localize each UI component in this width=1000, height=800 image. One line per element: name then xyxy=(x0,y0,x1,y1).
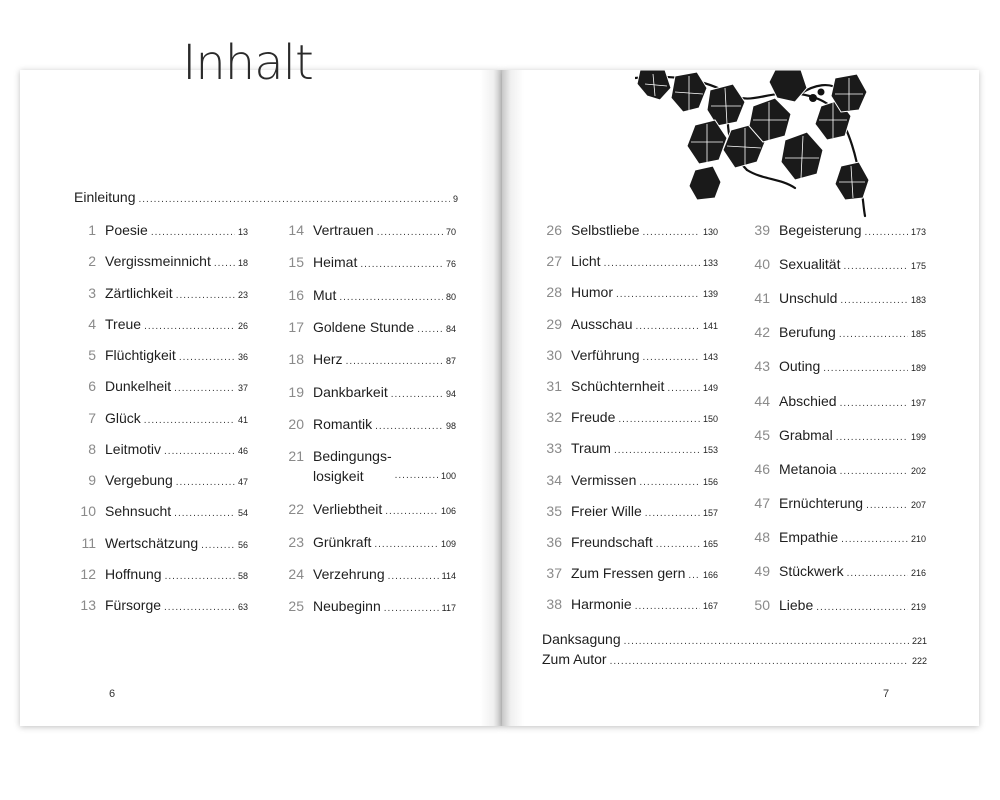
entry-label-line2: losigkeit xyxy=(313,468,364,485)
entry-page: 94 xyxy=(445,388,456,399)
leader-dots xyxy=(214,255,235,273)
entry-page: 173 xyxy=(910,227,926,237)
entry-page: 199 xyxy=(910,431,926,442)
leader-dots xyxy=(816,599,908,617)
toc-entry xyxy=(76,596,248,617)
chapter-number: 4 xyxy=(88,315,96,332)
entry-label: Mut xyxy=(313,286,337,303)
entry-label: Freier Wille xyxy=(571,502,642,519)
chapter-number: 2 xyxy=(88,253,96,270)
entry-page: 54 xyxy=(237,508,248,519)
chapter-number: 24 xyxy=(288,566,304,582)
toc-entry xyxy=(76,502,248,523)
entry-page: 13 xyxy=(237,227,248,237)
page-title: Inhalt xyxy=(182,35,313,91)
chapter-number: 23 xyxy=(288,533,304,550)
chapter-number: 7 xyxy=(88,409,96,426)
entry-label: Verführung xyxy=(571,346,640,363)
entry-page: 100 xyxy=(440,471,456,482)
entry-label: Goldene Stunde xyxy=(313,318,415,335)
entry-label: Wertschätzung xyxy=(105,534,199,551)
page-number-left: 6 xyxy=(109,688,116,700)
entry-label: Zärtlichkeit xyxy=(105,284,173,301)
leader-dots xyxy=(164,599,235,617)
toc-entry xyxy=(750,255,926,276)
chapter-number: 39 xyxy=(754,222,770,238)
toc-entry xyxy=(750,357,926,378)
chapter-number: 34 xyxy=(546,471,562,488)
chapter-number: 37 xyxy=(546,565,562,582)
leader-dots xyxy=(139,191,450,209)
entry-label: Einleitung xyxy=(74,189,136,205)
entry-page: 98 xyxy=(445,420,456,431)
chapter-number: 28 xyxy=(546,284,562,301)
entry-label: Vergissmeinnicht xyxy=(105,253,211,270)
leader-dots xyxy=(823,360,908,378)
entry-page: 114 xyxy=(441,571,456,581)
leader-dots xyxy=(843,258,907,276)
toc-entry xyxy=(542,439,718,460)
entry-page: 63 xyxy=(237,602,248,612)
entry-page: 23 xyxy=(237,289,248,300)
toc-entry xyxy=(750,323,926,344)
chapter-number: 35 xyxy=(546,502,562,519)
entry-page: 157 xyxy=(702,507,718,518)
chapter-number: 22 xyxy=(288,501,304,518)
toc-entry xyxy=(542,252,718,273)
leader-dots xyxy=(144,318,235,336)
leader-dots xyxy=(624,633,909,651)
entry-page: 47 xyxy=(237,477,248,487)
toc-entry xyxy=(284,500,456,521)
leader-dots xyxy=(865,224,908,242)
chapter-number: 19 xyxy=(288,383,304,400)
chapter-number: 33 xyxy=(546,440,562,457)
entry-label: Zum Fressen gern xyxy=(571,565,686,582)
leader-dots xyxy=(866,497,908,515)
toc-entry xyxy=(76,534,248,555)
leader-dots xyxy=(643,349,700,367)
leader-dots xyxy=(639,474,700,492)
toc-entry xyxy=(750,392,926,413)
chapter-number: 15 xyxy=(288,254,304,271)
entry-page: 87 xyxy=(445,356,456,367)
leader-dots xyxy=(839,326,908,344)
entry-page: 175 xyxy=(910,261,926,272)
entry-page: 117 xyxy=(441,603,456,614)
toc-entry xyxy=(542,283,718,304)
entry-label: Neubeginn xyxy=(313,598,381,615)
chapter-number: 46 xyxy=(754,460,770,477)
leader-dots xyxy=(417,321,443,339)
leader-dots xyxy=(346,353,443,371)
leader-dots xyxy=(375,418,443,436)
leader-dots xyxy=(667,380,700,398)
entry-page: 70 xyxy=(445,227,456,237)
toc-entry xyxy=(76,315,248,336)
entry-label: Fürsorge xyxy=(105,597,162,613)
entry-label: Humor xyxy=(571,284,614,301)
leader-dots xyxy=(339,289,443,307)
toc-entry xyxy=(284,597,456,618)
toc-entry xyxy=(542,595,718,616)
entry-page: 84 xyxy=(445,323,456,334)
leader-dots xyxy=(840,395,908,413)
chapter-number: 5 xyxy=(88,347,96,363)
toc-entry xyxy=(76,565,248,586)
chapter-number: 44 xyxy=(754,392,770,409)
chapter-number: 27 xyxy=(546,253,562,270)
chapter-number: 49 xyxy=(754,563,770,579)
toc-entry-danksagung xyxy=(542,630,927,651)
entry-label: Empathie xyxy=(779,528,839,545)
toc-entry xyxy=(284,447,456,485)
leader-dots xyxy=(635,598,700,616)
entry-label: Flüchtigkeit xyxy=(105,347,176,363)
entry-label: Vertrauen xyxy=(313,222,374,238)
entry-page: 197 xyxy=(910,397,926,408)
entry-page: 150 xyxy=(702,414,718,425)
entry-page: 166 xyxy=(702,570,718,581)
entry-label: Grünkraft xyxy=(313,533,372,550)
page-number-right: 7 xyxy=(883,688,890,700)
chapter-number: 9 xyxy=(88,472,96,488)
entry-page: 141 xyxy=(702,320,718,331)
entry-label: Unschuld xyxy=(779,290,838,307)
entry-page: 165 xyxy=(702,539,718,549)
entry-label: Verliebtheit xyxy=(313,501,383,518)
chapter-number: 42 xyxy=(754,324,770,341)
toc-entry xyxy=(542,564,718,585)
entry-page: 36 xyxy=(237,352,248,362)
entry-label: Sexualität xyxy=(779,256,841,273)
entry-label: Ausschau xyxy=(571,315,633,332)
entry-page: 219 xyxy=(910,602,926,613)
chapter-number: 29 xyxy=(546,315,562,332)
leader-dots xyxy=(840,292,908,310)
leader-dots xyxy=(656,536,700,554)
toc-entry xyxy=(750,221,926,242)
chapter-number: 38 xyxy=(546,596,562,613)
toc-entry xyxy=(76,409,248,430)
chapter-number: 8 xyxy=(88,440,96,457)
entry-page: 26 xyxy=(237,320,248,331)
entry-label: Stückwerk xyxy=(779,563,844,579)
entry-page: 18 xyxy=(237,258,248,269)
entry-label: Hoffnung xyxy=(105,565,162,582)
entry-page: 37 xyxy=(237,383,248,394)
chapter-number: 16 xyxy=(288,286,304,303)
chapter-number: 6 xyxy=(88,378,96,395)
entry-page: 153 xyxy=(702,445,718,456)
entry-page: 58 xyxy=(237,570,248,581)
toc-entry xyxy=(76,284,248,305)
leader-dots xyxy=(388,568,439,586)
toc-entry xyxy=(750,426,926,447)
entry-label: Begeisterung xyxy=(779,222,862,238)
entry-label: Sehnsucht xyxy=(105,503,172,520)
chapter-number: 45 xyxy=(754,426,770,443)
entry-page: 41 xyxy=(237,414,248,425)
leader-dots xyxy=(377,224,443,242)
entry-label: Schüchternheit xyxy=(571,378,665,394)
toc-entry xyxy=(76,221,248,242)
leader-dots xyxy=(201,537,235,555)
entry-label: Selbstliebe xyxy=(571,222,640,238)
entry-page: 80 xyxy=(445,291,456,302)
leader-dots xyxy=(395,467,438,485)
entry-page: 46 xyxy=(237,445,248,456)
toc-entry-zum-autor xyxy=(542,650,927,671)
chapter-number: 31 xyxy=(546,378,562,394)
toc-entry xyxy=(284,565,456,586)
toc-entry xyxy=(542,533,718,554)
chapter-number: 36 xyxy=(546,534,562,550)
toc-entry xyxy=(542,502,718,523)
toc-entry xyxy=(750,460,926,481)
toc-entry xyxy=(284,350,456,371)
leader-dots xyxy=(645,505,700,523)
chapter-number: 14 xyxy=(288,222,304,238)
entry-page: 210 xyxy=(910,533,926,544)
leader-dots xyxy=(391,386,443,404)
leader-dots xyxy=(176,287,235,305)
ivy-illustration xyxy=(635,70,875,220)
chapter-number: 13 xyxy=(80,597,96,613)
entry-label: Harmonie xyxy=(571,596,632,613)
toc-entry xyxy=(76,471,248,492)
chapter-number: 21 xyxy=(288,448,304,465)
leader-dots xyxy=(643,224,700,242)
toc-entry xyxy=(542,346,718,367)
leader-dots xyxy=(174,505,235,523)
leader-dots xyxy=(614,442,700,460)
entry-page: 106 xyxy=(440,506,456,517)
entry-label: Abschied xyxy=(779,392,837,409)
entry-label: Dankbarkeit xyxy=(313,383,388,400)
leader-dots xyxy=(164,443,235,461)
leader-dots xyxy=(635,318,699,336)
toc-entry xyxy=(76,377,248,398)
entry-label: Poesie xyxy=(105,222,148,238)
entry-page: 221 xyxy=(911,636,927,646)
leader-dots xyxy=(179,349,235,367)
leader-dots xyxy=(610,653,909,671)
leader-dots xyxy=(847,565,908,583)
entry-page: 130 xyxy=(702,227,718,237)
leader-dots xyxy=(616,286,700,304)
entry-label: Vergebung xyxy=(105,472,173,488)
toc-entry xyxy=(542,221,718,242)
chapter-number: 40 xyxy=(754,256,770,273)
entry-page: 207 xyxy=(910,499,926,510)
chapter-number: 10 xyxy=(80,503,96,520)
leader-dots xyxy=(840,463,908,481)
leader-dots xyxy=(604,255,700,273)
leader-dots xyxy=(688,567,700,585)
leader-dots xyxy=(174,380,235,398)
leader-dots xyxy=(151,224,235,242)
entry-label: Verzehrung xyxy=(313,566,385,582)
entry-page: 143 xyxy=(702,351,718,362)
toc-entry xyxy=(542,377,718,398)
entry-label: Leitmotiv xyxy=(105,440,162,457)
entry-page: 216 xyxy=(910,568,926,578)
entry-page: 156 xyxy=(702,476,718,487)
leader-dots xyxy=(841,531,908,549)
entry-page: 167 xyxy=(702,601,718,612)
entry-label: Freude xyxy=(571,409,616,426)
toc-entry xyxy=(76,440,248,461)
leader-dots xyxy=(836,429,908,447)
chapter-number: 43 xyxy=(754,358,770,375)
entry-page: 56 xyxy=(237,539,248,550)
entry-label: Romantik xyxy=(313,415,373,432)
entry-page: 202 xyxy=(910,465,926,476)
chapter-number: 26 xyxy=(546,222,562,238)
entry-page: 139 xyxy=(702,289,718,300)
chapter-number: 1 xyxy=(88,222,96,238)
entry-page: 189 xyxy=(910,363,926,374)
chapter-number: 11 xyxy=(81,534,96,551)
chapter-number: 41 xyxy=(754,290,770,307)
toc-entry xyxy=(750,562,926,583)
leader-dots xyxy=(385,503,438,521)
toc-entry xyxy=(750,596,926,617)
entry-page: 149 xyxy=(702,383,718,393)
entry-label: Bedingungs- xyxy=(313,448,392,465)
entry-label: Grabmal xyxy=(779,426,833,443)
leader-dots xyxy=(384,600,439,618)
toc-entry xyxy=(76,252,248,273)
toc-entry xyxy=(76,346,248,367)
toc-entry xyxy=(542,408,718,429)
chapter-number: 18 xyxy=(288,351,304,368)
leader-dots xyxy=(144,412,235,430)
entry-label: Dunkelheit xyxy=(105,378,172,395)
toc-entry xyxy=(284,415,456,436)
entry-label: Glück xyxy=(105,409,141,426)
chapter-number: 32 xyxy=(546,409,562,426)
entry-page: 183 xyxy=(910,295,926,306)
chapter-number: 3 xyxy=(88,284,96,301)
entry-label: Vermissen xyxy=(571,471,637,488)
toc-entry xyxy=(284,221,456,242)
chapter-number: 17 xyxy=(288,318,304,335)
toc-entry xyxy=(284,533,456,554)
chapter-number: 12 xyxy=(80,565,96,582)
chapter-number: 20 xyxy=(288,415,304,432)
leader-dots xyxy=(618,411,700,429)
toc-entry xyxy=(750,494,926,515)
entry-label: Metanoia xyxy=(779,460,837,477)
entry-label: Danksagung xyxy=(542,631,621,647)
entry-page: 76 xyxy=(445,259,456,270)
leader-dots xyxy=(176,474,235,492)
entry-label: Liebe xyxy=(779,597,814,614)
toc-entry xyxy=(750,528,926,549)
entry-label: Zum Autor xyxy=(542,651,607,667)
toc-entry xyxy=(284,318,456,339)
entry-label: Herz xyxy=(313,351,343,368)
entry-label: Ernüchterung xyxy=(779,494,864,511)
toc-entry xyxy=(284,253,456,274)
entry-page: 185 xyxy=(910,329,926,340)
toc-entry xyxy=(542,315,718,336)
chapter-number: 48 xyxy=(754,528,770,545)
entry-label: Berufung xyxy=(779,324,836,341)
chapter-number: 47 xyxy=(754,494,770,511)
entry-label: Treue xyxy=(105,315,142,332)
entry-label: Traum xyxy=(571,440,611,457)
entry-label: Licht xyxy=(571,253,601,270)
leader-dots xyxy=(360,256,443,274)
entry-page: 222 xyxy=(911,656,927,666)
entry-label: Outing xyxy=(779,358,821,375)
toc-entry-intro xyxy=(74,188,458,209)
entry-label: Freundschaft xyxy=(571,534,653,550)
entry-page: 133 xyxy=(702,258,718,269)
chapter-number: 30 xyxy=(546,346,562,363)
toc-entry xyxy=(284,286,456,307)
entry-label: Heimat xyxy=(313,254,358,271)
entry-page: 109 xyxy=(440,538,456,549)
toc-entry xyxy=(284,383,456,404)
entry-page: 9 xyxy=(452,194,458,204)
toc-entry xyxy=(542,471,718,492)
leader-dots xyxy=(374,536,438,554)
chapter-number: 25 xyxy=(288,598,304,615)
toc-entry xyxy=(750,289,926,310)
leader-dots xyxy=(165,568,235,586)
entry-label-group xyxy=(313,447,392,485)
chapter-number: 50 xyxy=(754,597,770,614)
